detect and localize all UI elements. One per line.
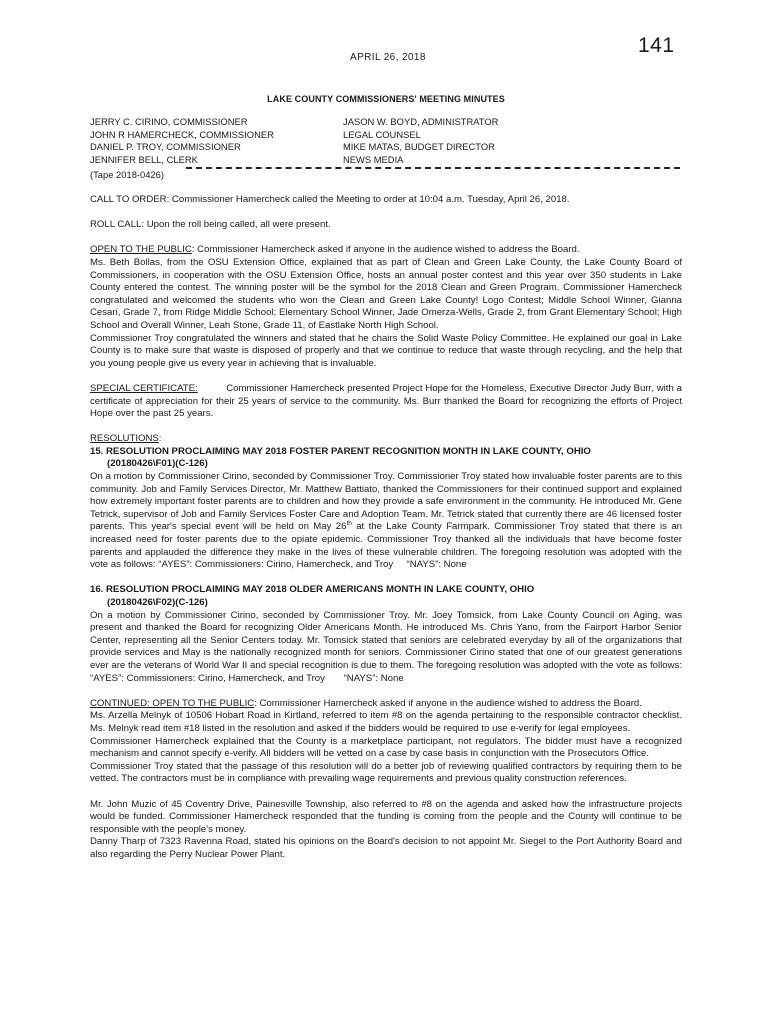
resolution-16-title: 16. RESOLUTION PROCLAIMING MAY 2018 OLDER AMERICANS MONTH IN LAKE COUNTY, OHIO (90, 584, 535, 596)
dashed-divider (186, 167, 680, 169)
call-to-order: CALL TO ORDER: Commissioner Hamercheck called the Meeting to order at 10:04 a.m. Tuesday, April 26, 2018. (90, 194, 570, 205)
resolution-15-title: 15. RESOLUTION PROCLAIMING MAY 2018 FOSTER PARENT RECOGNITION MONTH IN LAKE COUNTY, OHIO (90, 445, 591, 457)
section-heading: OPEN TO THE PUBLIC (90, 244, 192, 256)
resolution-16-text: On a motion by Commissioner Cirino, seconded by Commissioner Troy. Mr. Joey Tomsick, from Lake County Council on Aging, was present and thanked the Board for recognizing Older Americans Month. He introduced Ms. Chris Yano, from the Fairport Harbor Senior Center, representing all the Senior Centers today. Mr. Tomsick stated that seniors are celebrated everyday by all of the organizations that provide services and May is the nationally recognized month for seniors. Commissioner Cirino stated that one of our greatest generations ever are the veterans of World War II and special recognition is due to them. The foregoing resolution was adopted with the vote as follows: “AYES”: Commissioners: Cirino, Hamercheck, and Troy “NAYS”: None (90, 609, 682, 684)
resolution-16-code: (20180426\F02)(C-126) (107, 597, 208, 608)
roster-right-item: JASON W. BOYD, ADMINISTRATOR (343, 116, 499, 127)
continued-public-section (90, 698, 682, 711)
attendee-roster (90, 116, 682, 166)
paragraph: Commissioner Hamercheck explained that the County is a marketplace participant, not regulators. The bidder must have a recognized mechanism and cannot specify e-verify. All bidders will be vetted on a case by case basis in conjunction with the Prosecutors Office. (90, 735, 682, 760)
paragraph: Commissioner Troy stated that the passage of this resolution will do a better job of reviewing qualified contractors by requiring them to be vetted. The contractors must be in compliance with prevailing wage requirements and previous quality construction references. (90, 760, 682, 785)
paragraph: Danny Tharp of 7323 Ravenna Road, stated his opinions on the Board's decision to not appoint Mr. Siegel to the Port Authority Board and also regarding the Perry Nuclear Power Plant. (90, 836, 682, 860)
section-lead: : Commissioner Hamercheck asked if anyone in the audience wished to address the Board. (191, 244, 580, 256)
minutes-body (90, 194, 682, 861)
roster-right-item: NEWS MEDIA (343, 153, 404, 165)
paragraph: Ms. Arzella Melnyk of 10506 Hobart Road in Kirtland, referred to item #8 on the agenda pertaining to the responsible contractor checklist. Ms. Melnyk read item #18 listed in the resolution and asked if the bidders would be required to use e-verify for legal employees. (90, 710, 682, 734)
section-text: Commissioner Hamercheck presented Project Hope for the Homeless, Executive Director Judy Burr, with a certificate of appreciation for their 25 years of service to the community. Ms. Burr thanked the Board for recognizing the efforts of Project Hope over the past 25 years. (90, 382, 682, 420)
tape-number: (Tape 2018-0426) (90, 169, 165, 180)
paragraph: Ms. Beth Bollas, from the OSU Extension Office, explained that as part of Clean and Green Lake County, the Lake County Board of Commissioners, in cooperation with the OSU Extension Office, hosts an annual poster contest and this year over 350 students in Lake County entered the contest. The winning poster will be the symbol for the 2018 Clean and Green Program. Commissioner Hamercheck congratulated and welcomed the students who won the Clean and Green Lake County! Logo Contest; Middle School Winner, Gianna Cesari, Grade 7, from Ridge Middle School; Elementary School Winner, Jade Omerza-Wells, Grade 2, from Grant Elementary School; High School and Overall Winner, Leah Stone, Grade 11, of Eastlake North High School. (90, 256, 682, 331)
page-number: 141 (638, 34, 675, 57)
superscript: th (346, 520, 352, 528)
text-part: at the Lake County Farmpark. Commissioner Troy stated that there is an increased need for foster parents due to the opiate epidemic. Commissioner Troy thanked all the individuals that have become foster parents and applauded the difference they make in the lives of these vulnerable children. The foregoing resolution was adopted with the vote as follows: “AYES”: Commissioners: Cirino, Hamercheck, and Troy “NAYS”: None (90, 521, 682, 571)
section-heading: SPECIAL CERTIFICATE: (90, 382, 198, 394)
roll-call: ROLL CALL: Upon the roll being called, all were present. (90, 219, 331, 231)
open-to-public-section (90, 244, 682, 257)
roster-left-item: JOHN R HAMERCHECK, COMMISSIONER (90, 128, 274, 140)
resolution-15-code: (20180426\F01)(C-126) (107, 458, 208, 470)
roster-left-item: JERRY C. CIRINO, COMMISSIONER (90, 116, 248, 127)
meeting-date: APRIL 26, 2018 (350, 52, 426, 63)
resolution-15-text (90, 471, 682, 572)
roster-left-item: JENNIFER BELL, CLERK (90, 153, 198, 165)
paragraph: Mr. John Muzic of 45 Coventry Drive, Painesville Township, also referred to #8 on the agenda and asked how the infrastructure projects would be funded. Commissioner Hamercheck responded that the funding is coming from the people and the County will continue to be responsible with the people's money. (90, 798, 682, 835)
text-part: On a motion by Commissioner Cirino, seconded by Commissioner Troy. Commissioner Troy stated how invaluable foster parents are to this community. Job and Family Services Director, Mr. Matthew Battiato, thanked the Commissioners for their continued support and explained how extremely important foster parents are to children and how they provide a safe environment in the community. He introduced Mr. Gene Tetrick, supervisor of Job and Family Services Foster Care and Adoption Team. Mr. Tetrick stated that currently there are 46 licensed foster parents. This year's special event will be held on May 26 (90, 471, 682, 533)
section-lead: : Commissioner Hamercheck asked if anyone in the audience wished to address the Board. (254, 697, 642, 709)
roster-right-item: MIKE MATAS, BUDGET DIRECTOR (343, 141, 495, 153)
document-title: LAKE COUNTY COMMISSIONERS' MEETING MINUTES (267, 94, 505, 104)
heading-colon: : (158, 433, 162, 445)
paragraph: Commissioner Troy congratulated the winners and stated that he chairs the Solid Waste Policy Committee. He explained our goal in Lake County is to make sure that waste is disposed of properly and that we continue to reduce that waste through recycling, and the help that you young people give us every year in achieving that is invaluable. (90, 332, 682, 369)
roster-left-item: DANIEL P. TROY, COMMISSIONER (90, 141, 241, 153)
special-certificate-section (90, 383, 682, 421)
resolutions-heading (90, 433, 682, 446)
section-heading: CONTINUED: OPEN TO THE PUBLIC (90, 697, 255, 709)
section-heading: RESOLUTIONS (90, 433, 159, 445)
roster-right-item: LEGAL COUNSEL (343, 128, 421, 140)
